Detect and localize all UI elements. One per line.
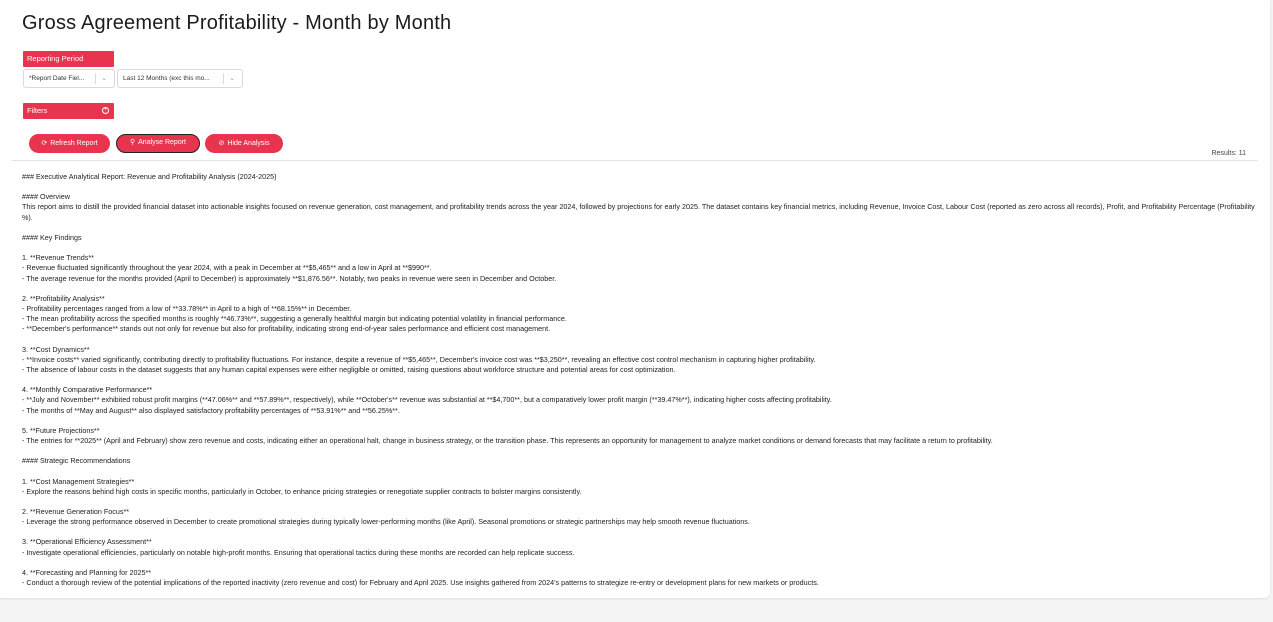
analysis-line: - Profitability percentages ranged from a low of **33.78%** in April to a high of **68.15%** in December. <box>22 303 352 313</box>
analysis-blank-line <box>22 284 1262 294</box>
analysis-line: 1. **Revenue Trends** <box>22 253 94 263</box>
analysis-blank-line <box>22 223 1262 233</box>
filters-label: Filters <box>27 106 48 115</box>
analysis-line: - Revenue fluctuated significantly throughout the year 2024, with a peak in December at **$5,465** and a low in April at **$990**. <box>22 263 432 273</box>
analysis-line: - The absence of labour costs in the dataset suggests that any human capital expenses were either negligible or omitted, raising questions about workforce structure and potential areas for cost optimization. <box>22 364 676 374</box>
analysis-blank-line <box>22 558 1262 568</box>
analysis-line: 4. **Forecasting and Planning for 2025** <box>22 567 152 577</box>
select-separator <box>223 73 224 84</box>
analysis-line: - The months of **May and August** also displayed satisfactory profitability percentages of **53.91%** and **56.25%**. <box>22 405 400 415</box>
select-separator <box>95 73 96 84</box>
report-date-field-value: *Report Date Fiel... <box>29 75 85 82</box>
report-date-field-select[interactable] <box>23 69 115 88</box>
date-range-value: Last 12 Months (exc this mo... <box>123 75 210 82</box>
refresh-report-button[interactable] <box>29 134 110 153</box>
analysis-blank-line <box>22 334 1262 344</box>
analysis-line: 2. **Revenue Generation Focus** <box>22 507 130 516</box>
chevron-down-icon[interactable]: ⌄ <box>101 75 107 82</box>
analysis-line: 3. **Cost Dynamics** <box>22 344 90 354</box>
reporting-period-header[interactable] <box>23 51 114 67</box>
date-range-select[interactable] <box>117 69 243 88</box>
refresh-report-label: Refresh Report <box>50 140 98 147</box>
hide-analysis-button[interactable] <box>205 134 283 153</box>
analysis-line: 2. **Profitability Analysis** <box>22 293 105 303</box>
analysis-blank-line <box>22 446 1262 456</box>
analysis-line: #### Overview <box>22 192 70 202</box>
refresh-icon: ⟳ <box>41 140 48 147</box>
analysis-line: - Conduct a thorough review of the potential implications of the reported inactivity (zero revenue and cost) for February and April 2025. Use insights gathered from 2024's patterns to strategize re-entry or development plans for new markets or products. <box>22 578 819 588</box>
divider <box>12 160 1258 161</box>
analysis-line: 1. **Cost Management Strategies** <box>22 476 135 486</box>
analysis-line: - **Invoice costs** varied significantly, contributing directly to profitability fluctuations. For instance, despite a revenue of **$5,465**, December's invoice cost was **$3,250**, revealing an effective cost control mechanism in capturing higher profitability. <box>22 354 816 364</box>
analysis-line: #### Key Findings <box>22 232 82 242</box>
analysis-line: ### Executive Analytical Report: Revenue and Profitability Analysis (2024-2025) <box>22 172 277 181</box>
analysis-line: - The mean profitability across the specified months is roughly **46.73%**, suggesting a generally healthful margin but indicating potential volatility in financial performance. <box>22 314 567 324</box>
analysis-line: #### Strategic Recommendations <box>22 456 131 466</box>
page-title: Gross Agreement Profitability - Month by Month <box>22 12 452 34</box>
analysis-line: This report aims to distill the provided financial dataset into actionable insights focused on revenue generation, cost management, and profitability trends across the year 2024, followed by projections for early 2025. The dataset contains key financial metrics, including Revenue, Invoice Cost, Labour Cost (reported as zero across all records), Profit, and Profitability Percentage (Profitability %). <box>22 202 1255 222</box>
filters-header[interactable] <box>23 103 114 119</box>
analyse-report-label: Analyse Report <box>138 139 186 146</box>
analysis-blank-line <box>22 182 1262 192</box>
analysis-line: - Explore the reasons behind high costs in specific months, particularly in October, to enhance pricing strategies or renegotiate supplier contracts to bolster margins consistently. <box>22 486 582 496</box>
results-count: Results: 11 <box>1211 150 1246 157</box>
analysis-line: - The average revenue for the months provided (April to December) is approximately **$1,876.56**. Notably, two peaks in revenue were seen in December and October. <box>22 273 557 283</box>
chevron-down-icon[interactable]: ⌄ <box>229 75 235 82</box>
hide-analysis-label: Hide Analysis <box>227 140 270 147</box>
analysis-blank-line <box>22 527 1262 537</box>
analysis-line: - **July and November** exhibited robust profit margins (**47.06%** and **57.89%**, respectively), while **October's** revenue was substantial at **$4,700**, but a comparatively lower profit margin (**39.47%**), indicating higher costs affecting profitability. <box>22 395 832 405</box>
analysis-line: - The entries for **2025** (April and February) show zero revenue and costs, indicating either an operational halt, change in business strategy, or the transition phase. This represents an opportunity for management to analyze market conditions or demand forecasts that may facilitate a return to profitability. <box>22 435 993 445</box>
analysis-line: - Investigate operational efficiencies, particularly on notable high-profit months. Ensuring that operational tactics during these months are recorded can help replicate success. <box>22 547 575 557</box>
analysis-blank-line <box>22 375 1262 385</box>
search-icon: ⚲ <box>130 139 136 146</box>
analysis-line: - Leverage the strong performance observed in December to create promotional strategies during typically lower-performing months (like April). Seasonal promotions or strategic partnerships may help smooth revenue fluctuations. <box>22 517 750 527</box>
analysis-blank-line <box>22 466 1262 476</box>
analysis-blank-line <box>22 416 1262 426</box>
analysis-line: 3. **Operational Efficiency Assessment** <box>22 537 152 547</box>
analysis-blank-line <box>22 497 1262 507</box>
analyse-report-button[interactable] <box>116 134 200 153</box>
add-filter-icon[interactable]: + <box>103 107 108 113</box>
analysis-line: - **December's performance** stands out not only for revenue but also for profitability, indicating strong end-of-year sales performance and efficient cost management. <box>22 324 551 334</box>
analysis-blank-line <box>22 243 1262 253</box>
reporting-period-label: Reporting Period <box>27 54 84 63</box>
eye-off-icon: ⊘ <box>218 140 225 147</box>
analysis-line: 4. **Monthly Comparative Performance** <box>22 385 153 395</box>
analysis-line: 5. **Future Projections** <box>22 425 100 435</box>
analysis-text <box>22 172 1262 588</box>
